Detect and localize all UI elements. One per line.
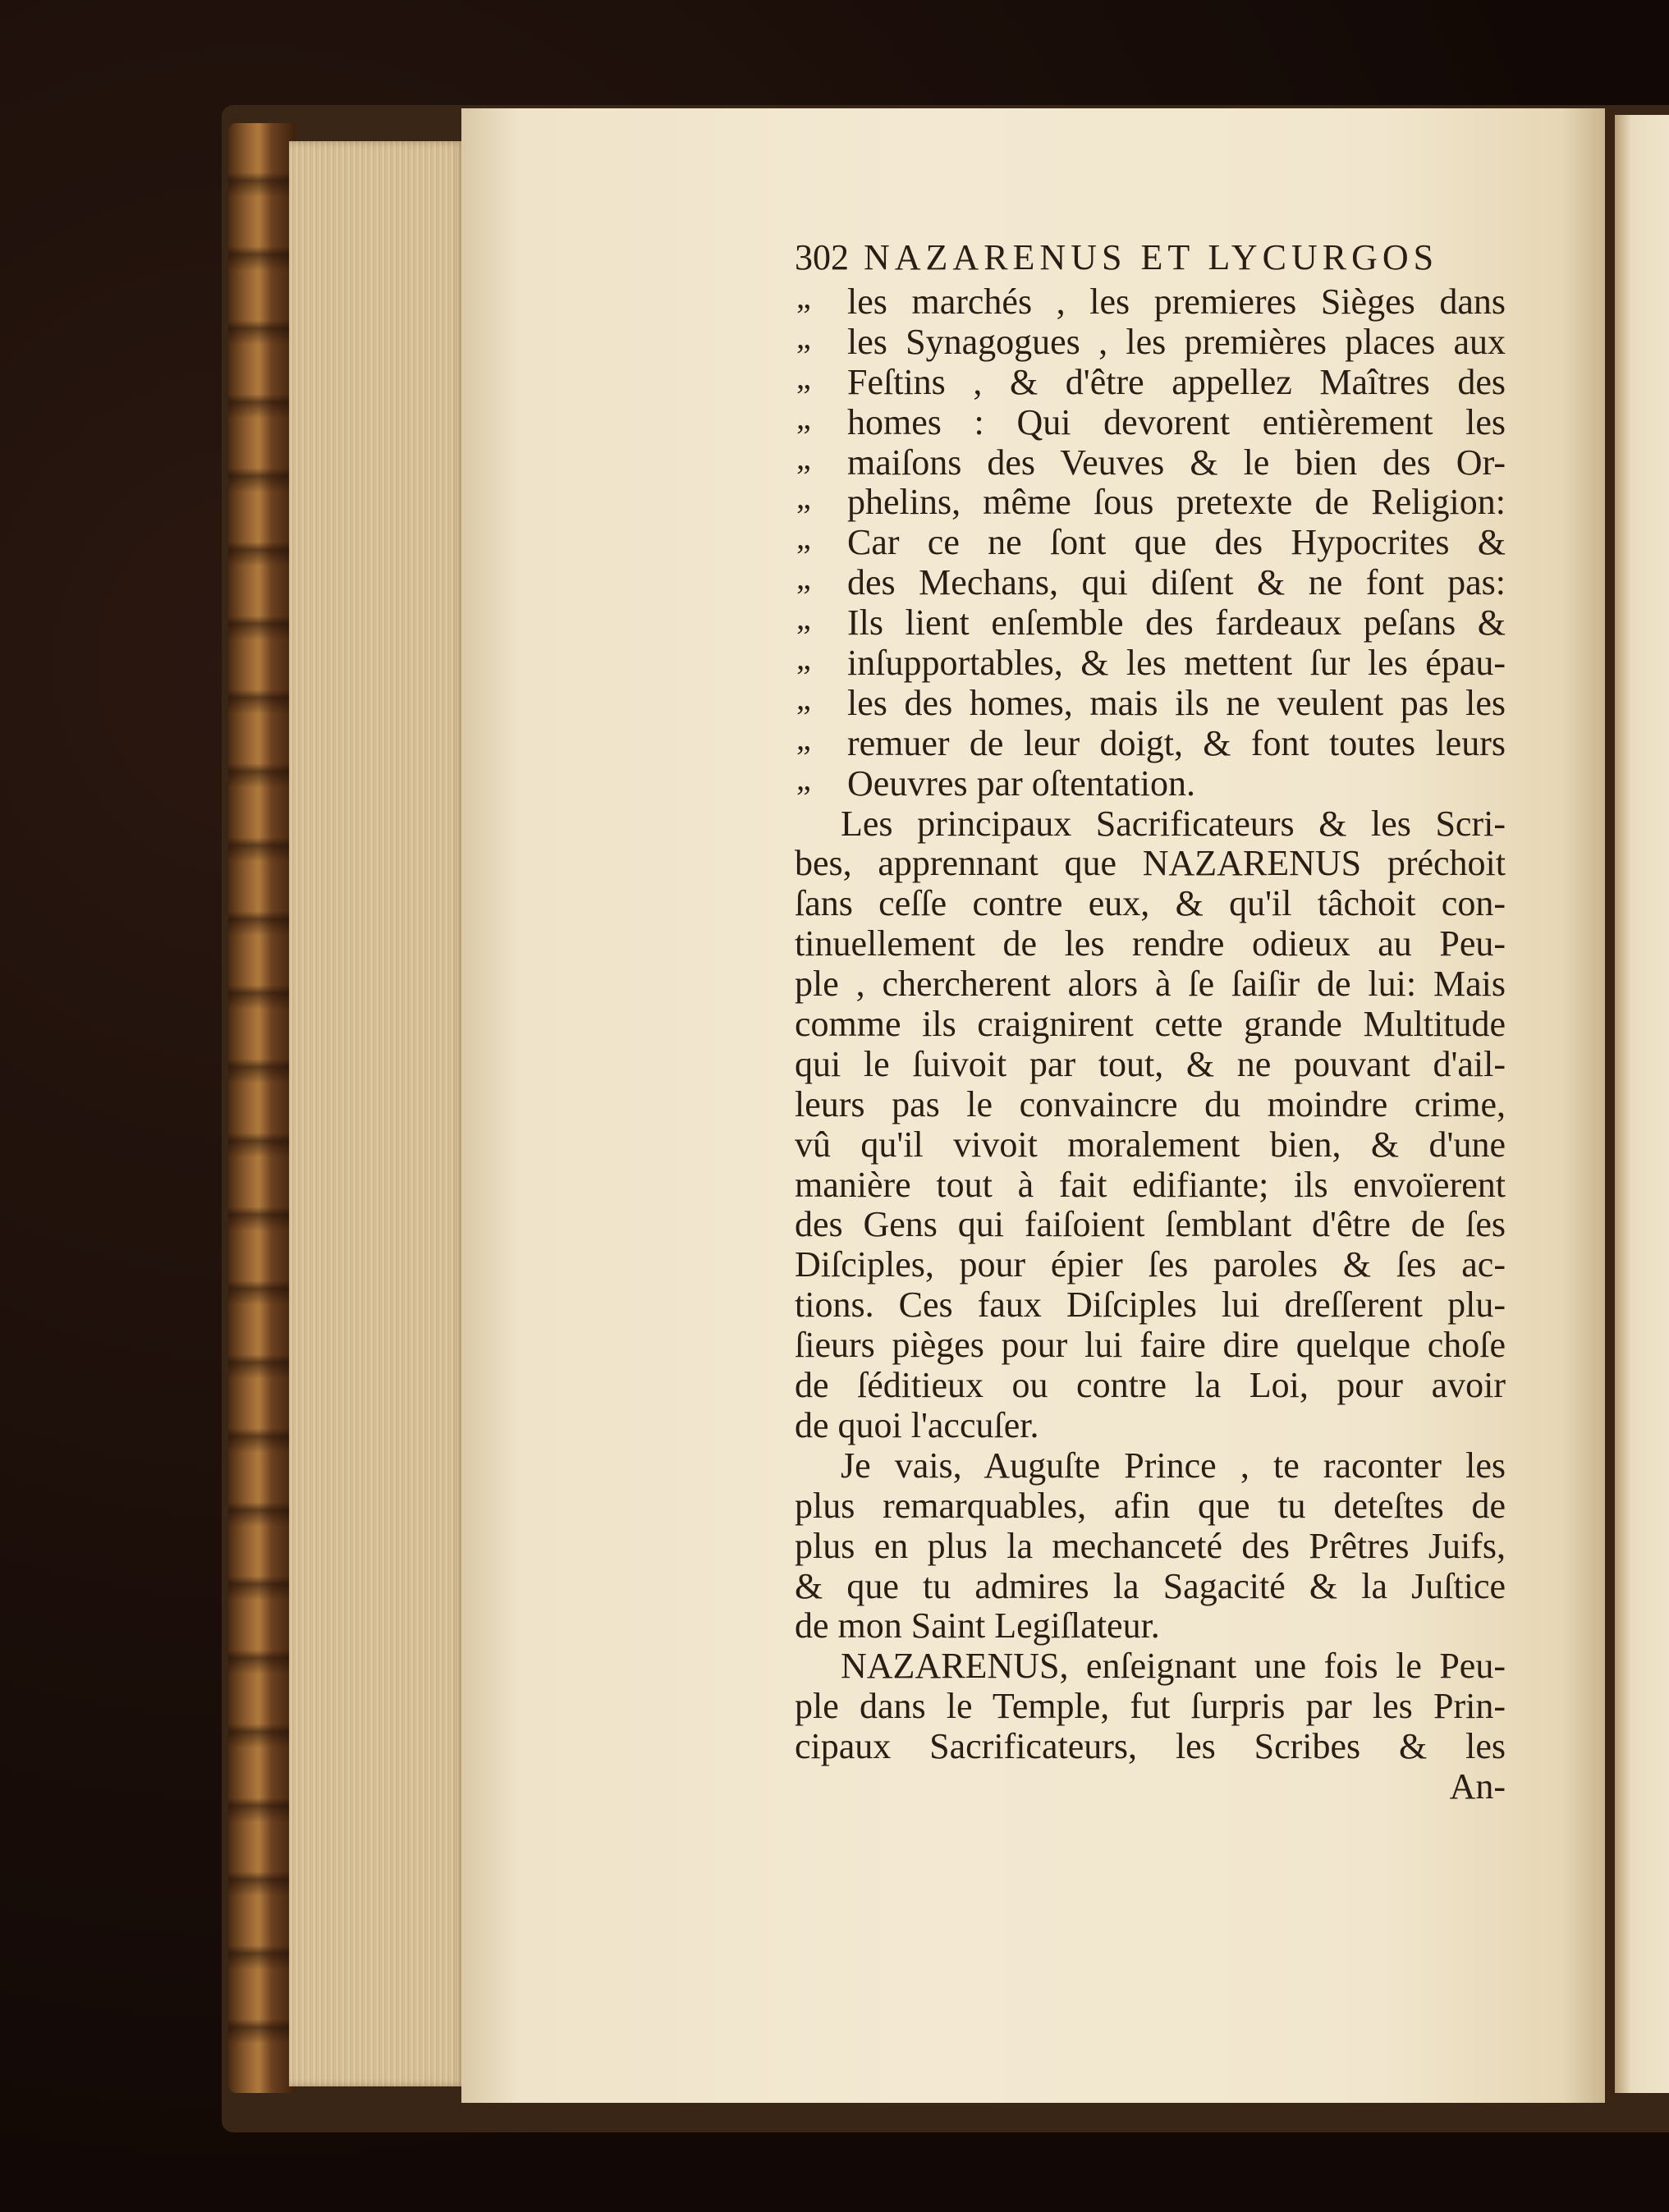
page-number: 302 (795, 237, 849, 277)
text-line: „ homes : Qui devorent entièrement les (795, 403, 1506, 443)
text-line: tions. Ces faux Diſciples lui dreſſerent plu- (795, 1285, 1506, 1326)
text-line: „ Car ce ne ſont que des Hypocrites & (795, 523, 1506, 563)
text-line: „ des Mechans, qui diſent & ne font pas: (795, 563, 1506, 603)
text-line: Je vais, Auguſte Prince , te raconter les (841, 1445, 1506, 1486)
text-line: „ Feſtins , & d'être appellez Maîtres des (795, 363, 1506, 403)
text-line: „ remuer de leur doigt, & font toutes leurs (795, 724, 1506, 764)
text-line: de quoi l'accuſer. (795, 1404, 1039, 1445)
text-line: de mon Saint Legiſlateur. (795, 1605, 1160, 1646)
text-line: leurs pas le convaincre du moindre crime, (795, 1083, 1506, 1124)
text-line: tinuellement de les rendre odieux au Peu- (795, 923, 1506, 964)
text-line: ple , chercherent alors à ſe ſaiſir de lui: Mais (795, 964, 1506, 1005)
text-line: ſieurs pièges pour lui faire dire quelque choſe (795, 1325, 1506, 1366)
text-line: „ Oeuvres par oſtentation. (795, 764, 1506, 804)
running-title: NAZARENUS ET LYCURGOS (864, 237, 1439, 277)
text-line: cipaux Sacrificateurs, les Scribes & les (795, 1726, 1506, 1767)
text-line: Les principaux Sacrificateurs & les Scri- (841, 803, 1506, 844)
text-line: comme ils craignirent cette grande Multitude (795, 1004, 1506, 1045)
text-line: des Gens qui faiſoient ſemblant d'être de ſes (795, 1204, 1506, 1245)
catchword: An- (1449, 1765, 1506, 1807)
text-line: „ les Synagogues , les premières places aux (795, 323, 1506, 363)
gutter (1605, 108, 1615, 2103)
text-line: plus en plus la mechanceté des Prêtres Juifs, (795, 1525, 1506, 1566)
running-header (795, 236, 1506, 279)
text-line: „ Ils lient enſemble des fardeaux peſans & (795, 603, 1506, 643)
text-line: Diſciples, pour épier ſes paroles & ſes ac- (795, 1244, 1506, 1285)
page-edges (289, 141, 465, 2086)
text-line: qui le ſuivoit par tout, & ne pouvant d'ail- (795, 1043, 1506, 1084)
text-line: „ inſupportables, & les mettent ſur les épau- (795, 643, 1506, 684)
text-line: ple dans le Temple, fut ſurpris par les Prin- (795, 1686, 1506, 1727)
page-text (795, 236, 1506, 1807)
text-line: „ les des homes, mais ils ne veulent pas les (795, 684, 1506, 724)
text-line: „ les marchés , les premieres Sièges dans (795, 282, 1506, 323)
text-line: „ maiſons des Veuves & le bien des Or- (795, 443, 1506, 483)
marbled-cover-edge (228, 123, 296, 2093)
text-line: manière tout à fait edifiante; ils envoïerent (795, 1164, 1506, 1205)
text-line: plus remarquables, afin que tu deteſtes de (795, 1485, 1506, 1526)
text-line: ſans ceſſe contre eux, & qu'il tâchoit con- (795, 883, 1506, 924)
text-line: bes, apprennant que NAZARENUS préchoit (795, 843, 1506, 884)
facing-page-edge (1615, 115, 1669, 2093)
text-line: & que tu admires la Sagacité & la Juſtice (795, 1565, 1506, 1606)
text-line: vû qu'il vivoit moralement bien, & d'une (795, 1124, 1506, 1165)
text-line: de ſéditieux ou contre la Loi, pour avoir (795, 1365, 1506, 1406)
text-line: NAZARENUS, enſeignant une fois le Peu- (841, 1646, 1506, 1687)
text-line: „ phelins, même ſous pretexte de Religion: (795, 483, 1506, 523)
